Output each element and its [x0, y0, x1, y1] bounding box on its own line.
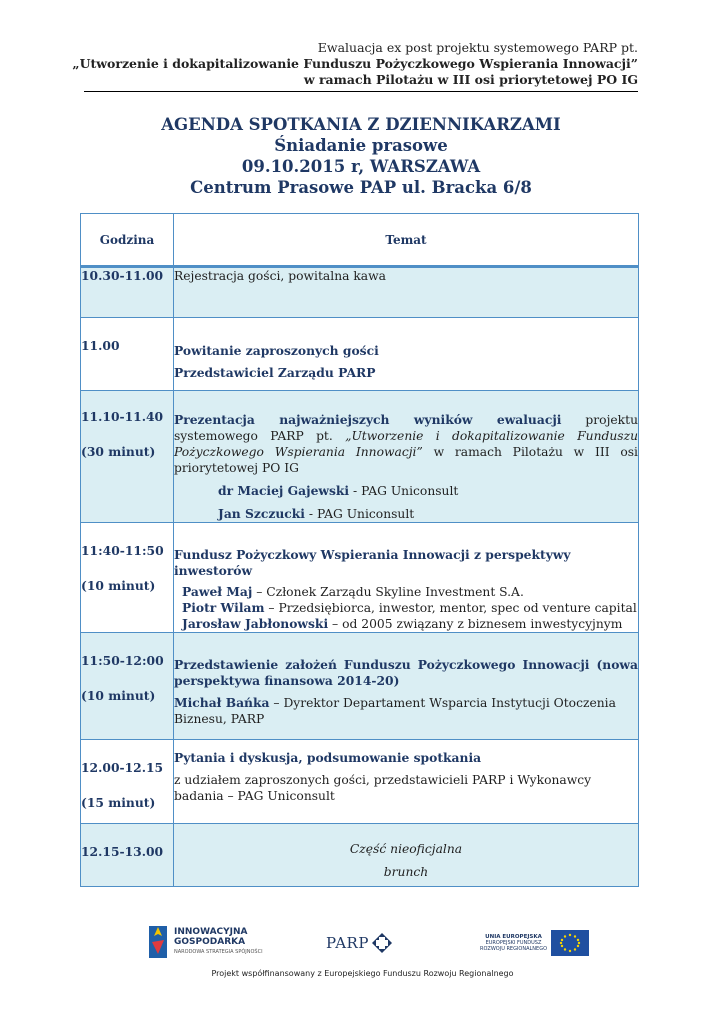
duration-label: (15 minut) — [81, 795, 156, 810]
eu-line-3: ROZWOJU REGIONALNEGO — [480, 946, 548, 952]
table-row — [81, 523, 639, 633]
row-topic — [174, 523, 639, 633]
header-line-1: Ewaluacja ex post projektu systemowego PARP pt. — [317, 40, 638, 55]
header-rule — [84, 91, 638, 92]
agenda-table — [80, 213, 639, 887]
presenter-name: Michał Bańka — [174, 695, 270, 710]
time-label: 12.00-12.15 — [81, 760, 164, 775]
title-line-1: AGENDA SPOTKANIA Z DZIENNIKARZAMI — [161, 115, 561, 134]
ig-line-1: INNOWACYJNA — [174, 927, 248, 937]
row-time — [81, 633, 174, 740]
agenda-title — [84, 114, 638, 198]
topic-bold: Pytania i dyskusja, podsumowanie spotkania — [174, 750, 482, 765]
topic-description — [174, 412, 638, 476]
presenter-name: Jarosław Jabłonowski — [182, 616, 329, 631]
topic-italic: „Utworzenie i dokapitalizowanie Funduszu Pożyczkowego Wspierania Innowacji” — [174, 429, 638, 459]
row-topic — [174, 824, 639, 887]
presenter — [174, 584, 638, 600]
presenter-role: - PAG Uniconsult — [304, 507, 415, 521]
eu-text — [480, 934, 547, 952]
presenter-role: – Przedsiębiorca, inwestor, mentor, spec od venture capital — [264, 601, 637, 615]
presenter-name: Jan Szczucki — [218, 506, 305, 521]
presenter — [174, 695, 638, 727]
document-header — [72, 40, 638, 88]
time-label: 10.30-11.00 — [81, 268, 164, 283]
row-topic — [174, 391, 639, 523]
row-time — [81, 267, 174, 318]
time-label: 11.00 — [81, 338, 120, 353]
topic-bold: Przedstawiciel Zarządu PARP — [174, 365, 376, 380]
column-header-topic: Temat — [174, 214, 639, 267]
table-row — [81, 824, 639, 887]
table-row — [81, 318, 639, 391]
eu-logo — [480, 930, 589, 956]
footer-note: Projekt współfinansowany z Europejskiego Funduszu Rozwoju Regionalnego — [211, 969, 514, 978]
duration-label: (10 minut) — [81, 578, 156, 593]
topic-text: w ramach Pilotażu w III osi priorytetowej PO IG — [174, 445, 638, 475]
topic-bold: Prezentacja najważniejszych wyników ewaluacji — [174, 412, 562, 427]
topic-text: Rejestracja gości, powitalna kawa — [174, 269, 386, 283]
ig-line-3: NARODOWA STRATEGIA SPÓJNOŚCI — [174, 949, 263, 955]
row-topic — [174, 740, 639, 824]
table-row — [81, 391, 639, 523]
title-line-2: Śniadanie prasowe — [274, 136, 448, 155]
topic-bold: Powitanie zaproszonych gości — [174, 343, 379, 358]
presenter — [174, 483, 638, 499]
time-label: 11:50-12:00 — [81, 653, 164, 668]
presenter-role: – od 2005 związany z biznesem inwestycyjnym — [328, 617, 623, 631]
eu-line-1: UNIA EUROPEJSKA — [485, 934, 542, 940]
ig-line-2: GOSPODARKA — [174, 937, 246, 947]
row-topic — [174, 267, 639, 318]
topic-text: projektu systemowego PARP pt. — [174, 413, 638, 443]
topic-bold: Fundusz Pożyczkowy Wspierania Innowacji z perspektywy inwestorów — [174, 547, 571, 578]
row-time — [81, 318, 174, 391]
duration-label: (10 minut) — [81, 688, 156, 703]
row-topic — [174, 633, 639, 740]
footer-logos — [0, 924, 725, 964]
header-line-2: „Utworzenie i dokapitalizowanie Funduszu Pożyczkowego Wspierania Innowacji” — [72, 56, 638, 71]
row-time — [81, 523, 174, 633]
table-row — [81, 740, 639, 824]
row-time — [81, 391, 174, 523]
ig-text — [174, 927, 263, 957]
row-time — [81, 824, 174, 887]
row-topic — [174, 318, 639, 391]
ig-emblem-icon — [147, 924, 169, 960]
eu-line-2: EUROPEJSKI FUNDUSZ — [485, 940, 542, 946]
table-row — [81, 267, 639, 318]
parp-logo — [326, 932, 393, 954]
row-time — [81, 740, 174, 824]
title-line-3: 09.10.2015 r, WARSZAWA — [241, 157, 481, 176]
time-label: 12.15-13.00 — [81, 844, 164, 859]
time-label: 11.10-11.40 — [81, 409, 164, 424]
presenter-name: dr Maciej Gajewski — [218, 483, 350, 498]
presenter-role: – Dyrektor Departament Wsparcia Instytucji Otoczenia Biznesu, PARP — [174, 696, 616, 726]
table-row — [81, 633, 639, 740]
title-line-4: Centrum Prasowe PAP ul. Bracka 6/8 — [190, 178, 532, 197]
topic-text: z udziałem zaproszonych gości, przedstawicieli PARP i Wykonawcy badania – PAG Uniconsult — [174, 773, 592, 803]
presenter-role: - PAG Uniconsult — [349, 484, 459, 498]
presenter — [174, 600, 638, 616]
presenter — [174, 616, 638, 632]
header-line-3: w ramach Pilotażu w III osi priorytetowej PO IG — [303, 72, 638, 87]
parp-wordmark: PARP — [326, 934, 369, 952]
innowacyjna-gospodarka-logo — [147, 924, 263, 960]
column-header-time: Godzina — [81, 214, 174, 267]
table-header-row — [81, 214, 639, 267]
topic-bold: Przedstawienie założeń Funduszu Pożyczkowego Innowacji (nowa perspektywa finansowa 2014-20) — [174, 657, 638, 688]
time-label: 11:40-11:50 — [81, 543, 164, 558]
presenter-name: Piotr Wilam — [182, 600, 265, 615]
topic-italic: Część nieoficjalna — [349, 842, 463, 856]
presenter-name: Paweł Maj — [182, 584, 253, 599]
presenter-role: – Członek Zarządu Skyline Investment S.A. — [252, 585, 524, 599]
duration-label: (30 minut) — [81, 444, 156, 459]
parp-emblem-icon — [371, 932, 393, 954]
topic-italic: brunch — [383, 865, 429, 879]
eu-flag-icon — [551, 930, 589, 956]
presenter — [174, 506, 638, 522]
